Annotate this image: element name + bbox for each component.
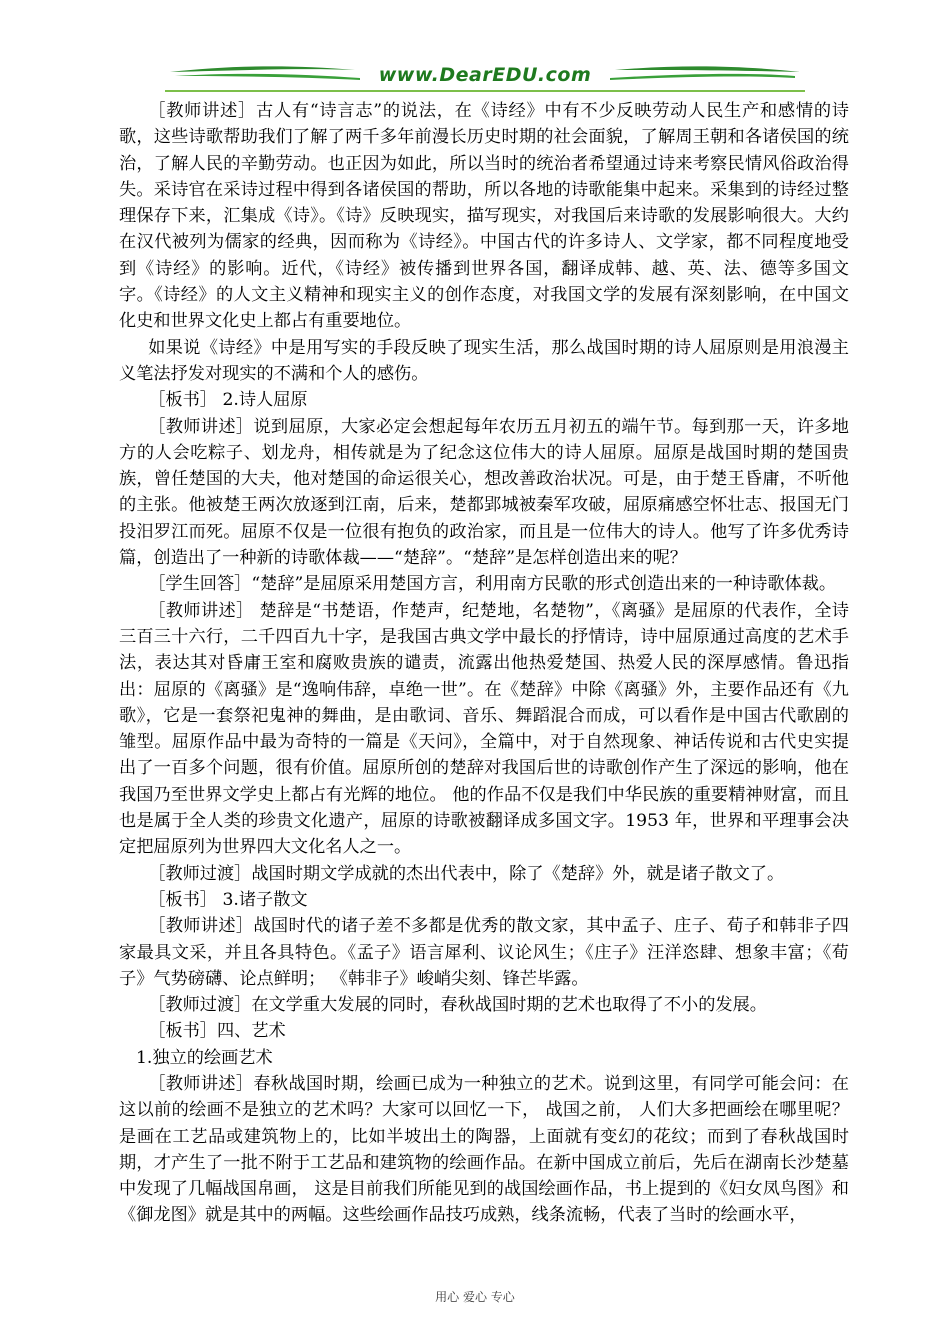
paragraph: ［教师讲述］ 楚辞是“书楚语，作楚声，纪楚地，名楚物”，《离骚》是屈原的代表作，全诗三百三十六行，二千四百九十字，是我国古典文学中最长的抒情诗，诗中屈原通过高度的艺术手法，表达其对昏庸王室和腐败贵族的谴责，流露出他热爱楚国、热爱人民的深厚感情。鲁迅指出：屈原的《离骚》是“逸响伟辞，卓绝一世”。在《楚辞》中除《离骚》外，主要作品还有《九歌》，它是一套祭祀鬼神的舞曲，是由歌词、音乐、舞蹈混合而成，可以看作是中国古代歌剧的雏型。屈原作品中最为奇特的一篇是《天问》，全篇中，对于自然现象、神话传说和古代史实提出了一百多个问题，很有价值。屈原所创的楚辞对我国后世的诗歌创作产生了深远的影响，他在我国乃至世界文学史上都占有光辉的地位。 他的作品不仅是我们中华民族的重要精神财富，而且也是属于全人类的珍贵文化遗产，屈原的诗歌被翻译成多国文字。1953 年，世界和平理事会决定把屈原列为世界四大文化名人之一。 [119,600,849,858]
blackboard-heading: ［板书］ 2.诗人屈原 [148,390,308,411]
paragraph: ［教师讲述］战国时代的诸子差不多都是优秀的散文家，其中孟子、庄子、荀子和韩非子四家最具文采，并且各具特色。《孟子》语言犀利、议论风生；《庄子》汪洋恣肆、想象丰富；《荀子》气势磅礴、论点鲜明； 《韩非子》峻峭尖刻、锋芒毕露。 [119,916,849,989]
paragraph: ［教师过渡］战国时期文学成就的杰出代表中，除了《楚辞》外，就是诸子散文了。 [148,863,785,884]
blackboard-heading: ［板书］ 3.诸子散文 [148,889,308,910]
paragraph: ［教师过渡］在文学重大发展的同时，春秋战国时期的艺术也取得了不小的发展。 [148,995,767,1016]
section-subheading: 1.独立的绘画艺术 [136,1047,273,1068]
paragraph: 如果说《诗经》中是用写实的手段反映了现实生活，那么战国时期的诗人屈原则是用浪漫主义笔法抒发对现实的不满和个人的感伤。 [119,337,849,384]
paragraph: ［教师讲述］春秋战国时期，绘画已成为一种独立的艺术。说到这里，有同学可能会问：在这以前的绘画不是独立的艺术吗？大家可以回忆一下， 战国之前， 人们大多把画绘在哪里呢？是画在工艺品或建筑物上的，比如半坡出土的陶器，上面就有变幻的花纹；而到了春秋战国时期，才产生了一批不附于工艺品和建筑物的绘画作品。在新中国成立前后，先后在湖南长沙楚墓中发现了几幅战国帛画， 这是目前我们所能见到的战国绘画作品，书上提到的《妇女凤鸟图》和《御龙图》就是其中的两幅。这些绘画作品技巧成熟，线条流畅，代表了当时的绘画水平， [119,1073,849,1226]
site-header-logo [165,58,805,98]
paragraph: ［教师讲述］说到屈原，大家必定会想起每年农历五月初五的端午节。每到那一天，许多地方的人会吃粽子、划龙舟，相传就是为了纪念这位伟大的诗人屈原。屈原是战国时期的楚国贵族，曾任楚国的大夫，他对楚国的命运很关心，想改善政治状况。可是，由于楚王昏庸，不听他的主张。他被楚王两次放逐到江南，后来，楚都郢城被秦军攻破，屈原痛感空怀壮志、报国无门投汨罗江而死。屈原不仅是一位很有抱负的政治家，而且是一位伟大的诗人。他写了许多优秀诗篇，创造出了一种新的诗歌体裁——“楚辞”。“楚辞”是怎样创造出来的呢？ [119,416,849,569]
document-body [119,98,849,1229]
paragraph: ［教师讲述］古人有“诗言志”的说法，在《诗经》中有不少反映劳动人民生产和感情的诗歌，这些诗歌帮助我们了解了两千多年前漫长历史时期的社会面貌，了解周王朝和各诸侯国的统治，了解人民的辛勤劳动。也正因为如此，所以当时的统治者希望通过诗来考察民情风俗政治得失。采诗官在采诗过程中得到各诸侯国的帮助，所以各地的诗歌能集中起来。采集到的诗经过整理保存下来，汇集成《诗》。《诗》反映现实，描写现实，对我国后来诗歌的发展影响很大。大约在汉代被列为儒家的经典，因而称为《诗经》。中国古代的许多诗人、文学家，都不同程度地受到《诗经》的影响。近代，《诗经》被传播到世界各国，翻译成韩、越、英、法、德等多国文字。《诗经》的人文主义精神和现实主义的创作态度，对我国文学的发展有深刻影响，在中国文化史和世界文化史上都占有重要地位。 [119,101,849,332]
page-footer: 用心 爱心 专心 [435,1290,515,1304]
blackboard-heading: ［板书］四、艺术 [148,1021,286,1042]
site-logo-text: www.DearEDU.com [378,64,592,86]
paragraph: ［学生回答］“楚辞”是屈原采用楚国方言，利用南方民歌的形式创造出来的一种诗歌体裁。 [148,574,837,595]
